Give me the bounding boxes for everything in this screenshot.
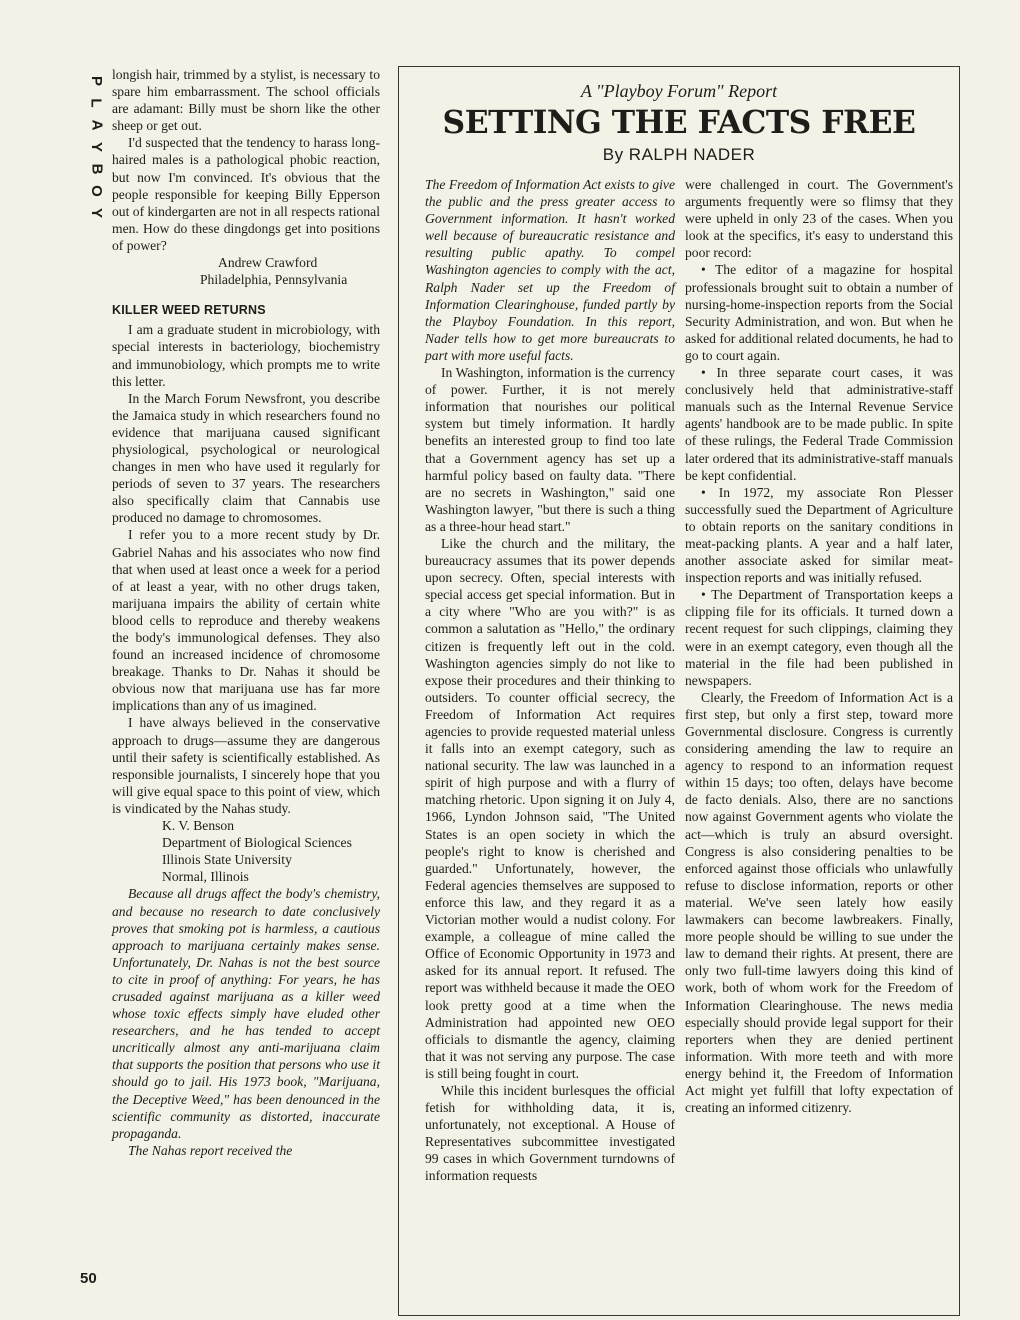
masthead-letter: O — [87, 185, 105, 197]
letter-signature-place: Normal, Illinois — [162, 869, 249, 885]
article-headline: SETTING THE FACTS FREE — [442, 103, 916, 141]
page-number: 50 — [80, 1270, 97, 1287]
article-paragraph: • In three separate court cases, it was conclusively held that administrative-staff manuals such as the Internal Revenue Service agents' handbook are to be made public. In spite of these rulings, the Federal Trade Commission later ordered that its administrative-staff manuals be kept confidential. — [685, 365, 953, 483]
section-heading: KILLER WEED RETURNS — [112, 303, 266, 318]
letter-paragraph: In the March Forum Newsfront, you describe the Jamaica study in which researchers found no evidence that marijuana caused significant physiological, psychological or neurological changes in men who have used it regularly for periods of seven to 37 years. The researchers also specifically claim that Cannabis use produced no damage to chromosomes. — [112, 390, 380, 526]
masthead-letter: Y — [87, 207, 105, 219]
masthead-letter: P — [87, 75, 105, 87]
article-paragraph: Clearly, the Freedom of Information Act is a first step, but only a first step, toward more Governmental disclosure. Congress is currently considering amending the law to require an agency to respond to an information request within 15 days; too often, delays have become de facto denials. Also, there are no sanctions now against Government agents who violate the act—which is truly an absurd oversight. Congress is also considering penalties to be enforced against those officials who unlawfully refuse to disclose information, reports or other material. We've seen lately how easily lawmakers can become lawbreakers. Finally, more people should be willing to sue under the law to demand their rights. At present, there are only two full-time lawyers doing this kind of work, both of whom work for the Freedom of Information Clearinghouse. The news media especially should provide legal support for their reporters when they are denied pertinent information. With more teeth and with more energy behind it, the Freedom of Information Act might yet fulfill that lofty expectation of creating an informed citizenry. — [685, 689, 953, 1116]
article-column-right — [685, 176, 953, 1116]
letter-paragraph: longish hair, trimmed by a stylist, is necessary to spare him embarrassment. The school officials are adamant: Billy must be shorn like the other sheep or get out. — [112, 67, 380, 134]
editor-reply: The Nahas report received the — [128, 1142, 293, 1158]
letters-column — [112, 66, 380, 1159]
article-paragraph: • The Department of Transportation keeps a clipping file for its officials. It turned down a recent request for such clippings, claiming they were in an exempt category, even though all the material in the file had been published in newspapers. — [685, 587, 953, 688]
article-paragraph: • In 1972, my associate Ron Plesser successfully sued the Department of Agriculture to obtain reports on the sanitary conditions in meat-packing plants. A year and a half later, another associate asked for similar meat-inspection reports and was initially refused. — [685, 484, 953, 586]
article-paragraph: were challenged in court. The Government's arguments frequently were so flimsy that they were upheld in only 23 of the cases. When you look at the specifics, it's easy to understand this poor record: — [685, 177, 953, 261]
article-paragraph: Like the church and the military, the bureaucracy assumes that its power depends upon secrecy. Often, special interests with special access get special information. But in a city where "Who are you with?" is as common a salutation as "Hello," the ordinary citizen is frequently left out in the cold. Washington agencies simply do not like to expose their procedures and their thinking to outsiders. To counter official secrecy, the Freedom of Information Act requires agencies to provide requested material unless it falls into an exempt category, such as national security. The law was launched in a spirit of high purpose and with a flurry of matching rhetoric. Upon signing it on July 4, 1966, Lyndon Johnson said, "The United States is an open society in which the people's right to know is cherished and guarded." Unfortunately, however, the Federal agencies themselves are supposed to enforce this law, and they regard it as a Victorian mother would a nudist colony. For example, a colleague of mine called the Office of Economic Opportunity in 1973 and asked for its annual report. It refused. The report was withheld because it made the OEO look pretty good at a time when the Administration had appointed new OEO officials to dismantle the agency, claiming that it was not serving any purpose. The case is still being fought in court. — [425, 535, 675, 1081]
letter-signature-name: K. V. Benson — [162, 818, 235, 834]
letter-paragraph: I refer you to a more recent study by Dr. Gabriel Nahas and his associates who now find that when used at least once a week for a period of at least a year, with no other drugs taken, marijuana impairs the ability of certain white blood cells to reproduce and thereby weakens the body's immunological defenses. They also found an increased incidence of chromosome breakage. Thanks to Dr. Nahas it should be obvious now that marijuana use has far more implications than any of us imagined. — [112, 527, 380, 714]
letter-paragraph: I am a graduate student in microbiology, with special interests in bacteriology, biochemistry and immunobiology, which prompts me to write this letter. — [112, 322, 380, 389]
masthead-letter: Y — [87, 141, 105, 153]
letter-signature-affiliation: Department of Biological Sciences — [162, 835, 352, 851]
letter-signature-affiliation: Illinois State University — [162, 852, 292, 868]
letter-paragraph: I have always believed in the conservative approach to drugs—assume they are dangerous until their safety is scientifically established. As responsible journalists, I sincerely hope that you will give equal space to this point of view, which is vindicated by the Nahas study. — [112, 715, 380, 816]
article-kicker: A "Playboy Forum" Report — [580, 81, 778, 101]
article-column-left — [425, 176, 675, 1185]
article-paragraph: In Washington, information is the currency of power. Further, it is not merely information that nourishes our political system but timely information. It hardly benefits an interested group to find too late that a Government agency has set up a harmful policy based on faulty data. "There are no secrets in Washington," said one Washington lawyer, "but there is such a thing as a three-hour head start." — [425, 365, 675, 534]
letter-signature-name: Andrew Crawford — [218, 255, 318, 271]
article-paragraph: • The editor of a magazine for hospital professionals brought suit to obtain a number of nursing-home-inspection reports from the Social Security Administration, and won. But when he asked for additional related documents, he had to go to court again. — [685, 262, 953, 363]
article-intro: The Freedom of Information Act exists to give the public and the press greater access to Government information. It hasn't worked well because of bureaucratic resistance and resulting public apathy. To compel Washington agencies to comply with the act, Ralph Nader set up the Freedom of Information Clearinghouse, funded partly by the Playboy Foundation. In this report, Nader tells how to get more bureaucrats to part with more useful facts. — [425, 177, 675, 363]
article-paragraph: While this incident burlesques the official fetish for withholding data, it is, unfortunately, not exceptional. A House of Representatives subcommittee investigated 99 cases in which Government turndowns of information requests — [425, 1082, 675, 1184]
article-byline: By RALPH NADER — [602, 145, 756, 164]
magazine-masthead — [84, 70, 108, 224]
editor-reply: Because all drugs affect the body's chemistry, and because no research to date conclusively proves that smoking pot is harmless, a cautious approach to marijuana certainly makes sense. Unfortunately, Dr. Nahas is not the best source to cite in proof of anything: For years, he has crusaded against marijuana as a killer weed whose toxic effects simply have eluded other researchers, and he has tended to accept uncritically almost any anti-marijuana claim that supports the position that persons who use it should go to jail. His 1973 book, "Marijuana, the Deceptive Weed," has been denounced in the scientific community as distorted, inaccurate propaganda. — [112, 886, 380, 1141]
letter-paragraph: I'd suspected that the tendency to harass long-haired males is a pathological phobic reaction, but now I'm convinced. It's obvious that the people responsible for keeping Billy Epperson out of kindergarten are not in all respects rational men. How do these dingdongs get into positions of power? — [112, 135, 380, 253]
masthead-letter: B — [88, 163, 105, 175]
letter-signature-place: Philadelphia, Pennsylvania — [200, 272, 348, 288]
masthead-letter: L — [87, 98, 105, 108]
masthead-letter: A — [88, 119, 105, 131]
